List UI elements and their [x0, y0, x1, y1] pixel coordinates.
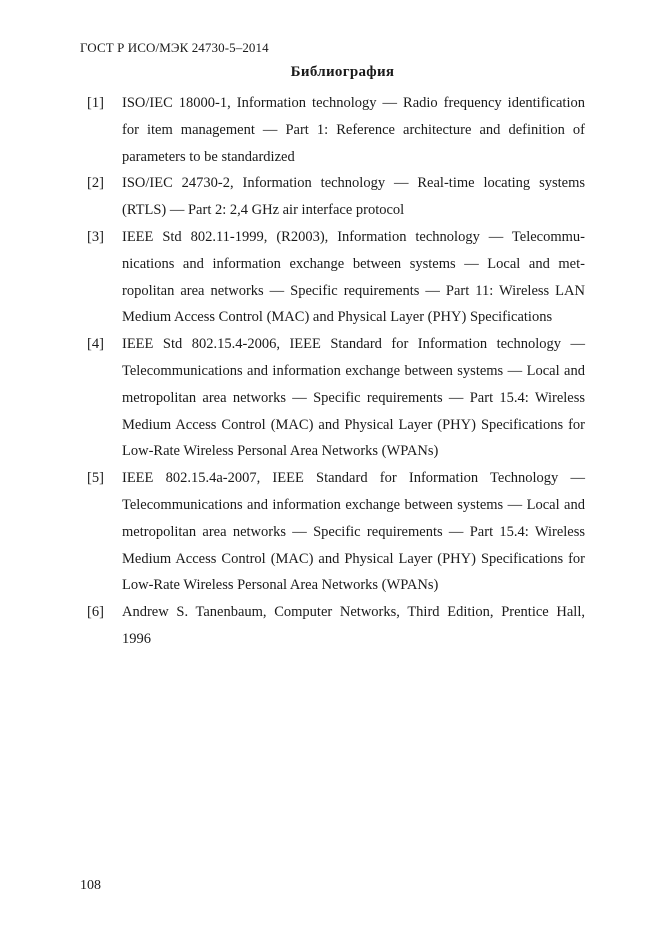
bibliography-entry [87, 90, 585, 170]
page-title: Библиография [290, 64, 395, 80]
entry-text: IEEE Std 802.11-1999, (R2003), Information technology — Telecommunications and information exchange between systems — Local and metropolitan area networks — Specific requirements — Part 11: Wireless LAN Medium Access Control (MAC) and Physical Layer (PHY) Specifications [122, 228, 585, 326]
entry-number: [5] [87, 470, 104, 487]
entry-text: IEEE Std 802.15.4-2006, IEEE Standard for Information technology — Telecommunications and information exchange between systems — Local and metropolitan area networks — Specific requirements — Part 15.4: Wireless Medium Access Control (MAC) and Physical Layer (PHY) Specifications for Low-Rate Wireless Personal Area Networks (WPANs) [122, 336, 585, 460]
bibliography-entry [87, 170, 585, 224]
document-header: ГОСТ Р ИСО/МЭК 24730-5–2014 [80, 40, 269, 55]
bibliography-entry [87, 224, 585, 331]
page-number: 108 [80, 878, 101, 893]
entry-text: ISO/IEC 24730-2, Information technology — Real-time locating systems (RTLS) — Part 2: 2,4 GHz air interface protocol [122, 175, 585, 219]
entry-number: [2] [87, 175, 104, 192]
entry-number: [6] [87, 604, 104, 621]
bibliography-entry [87, 465, 585, 599]
entry-text: Andrew S. Tanenbaum, Computer Networks, Third Edition, Prentice Hall, 1996 [122, 604, 585, 647]
entry-number: [4] [87, 336, 104, 353]
entry-text: ISO/IEC 18000-1, Information technology — Radio frequency identification for item management — Part 1: Reference architecture and definition of parameters to be standardized [122, 95, 585, 165]
bibliography-entry [87, 599, 585, 653]
bibliography-entry [87, 331, 585, 465]
entry-text: IEEE 802.15.4a-2007, IEEE Standard for Information Technology — Telecommunications and information exchange between systems — Local and metropolitan area networks — Specific requirements — Part 15.4: Wireless Medium Access Control (MAC) and Physical Layer (PHY) Specifications for Low-Rate Wireless Personal Area Networks (WPANs) [122, 470, 585, 594]
entry-number: [3] [87, 228, 104, 245]
entry-number: [1] [87, 95, 104, 111]
bibliography-list [87, 90, 585, 653]
